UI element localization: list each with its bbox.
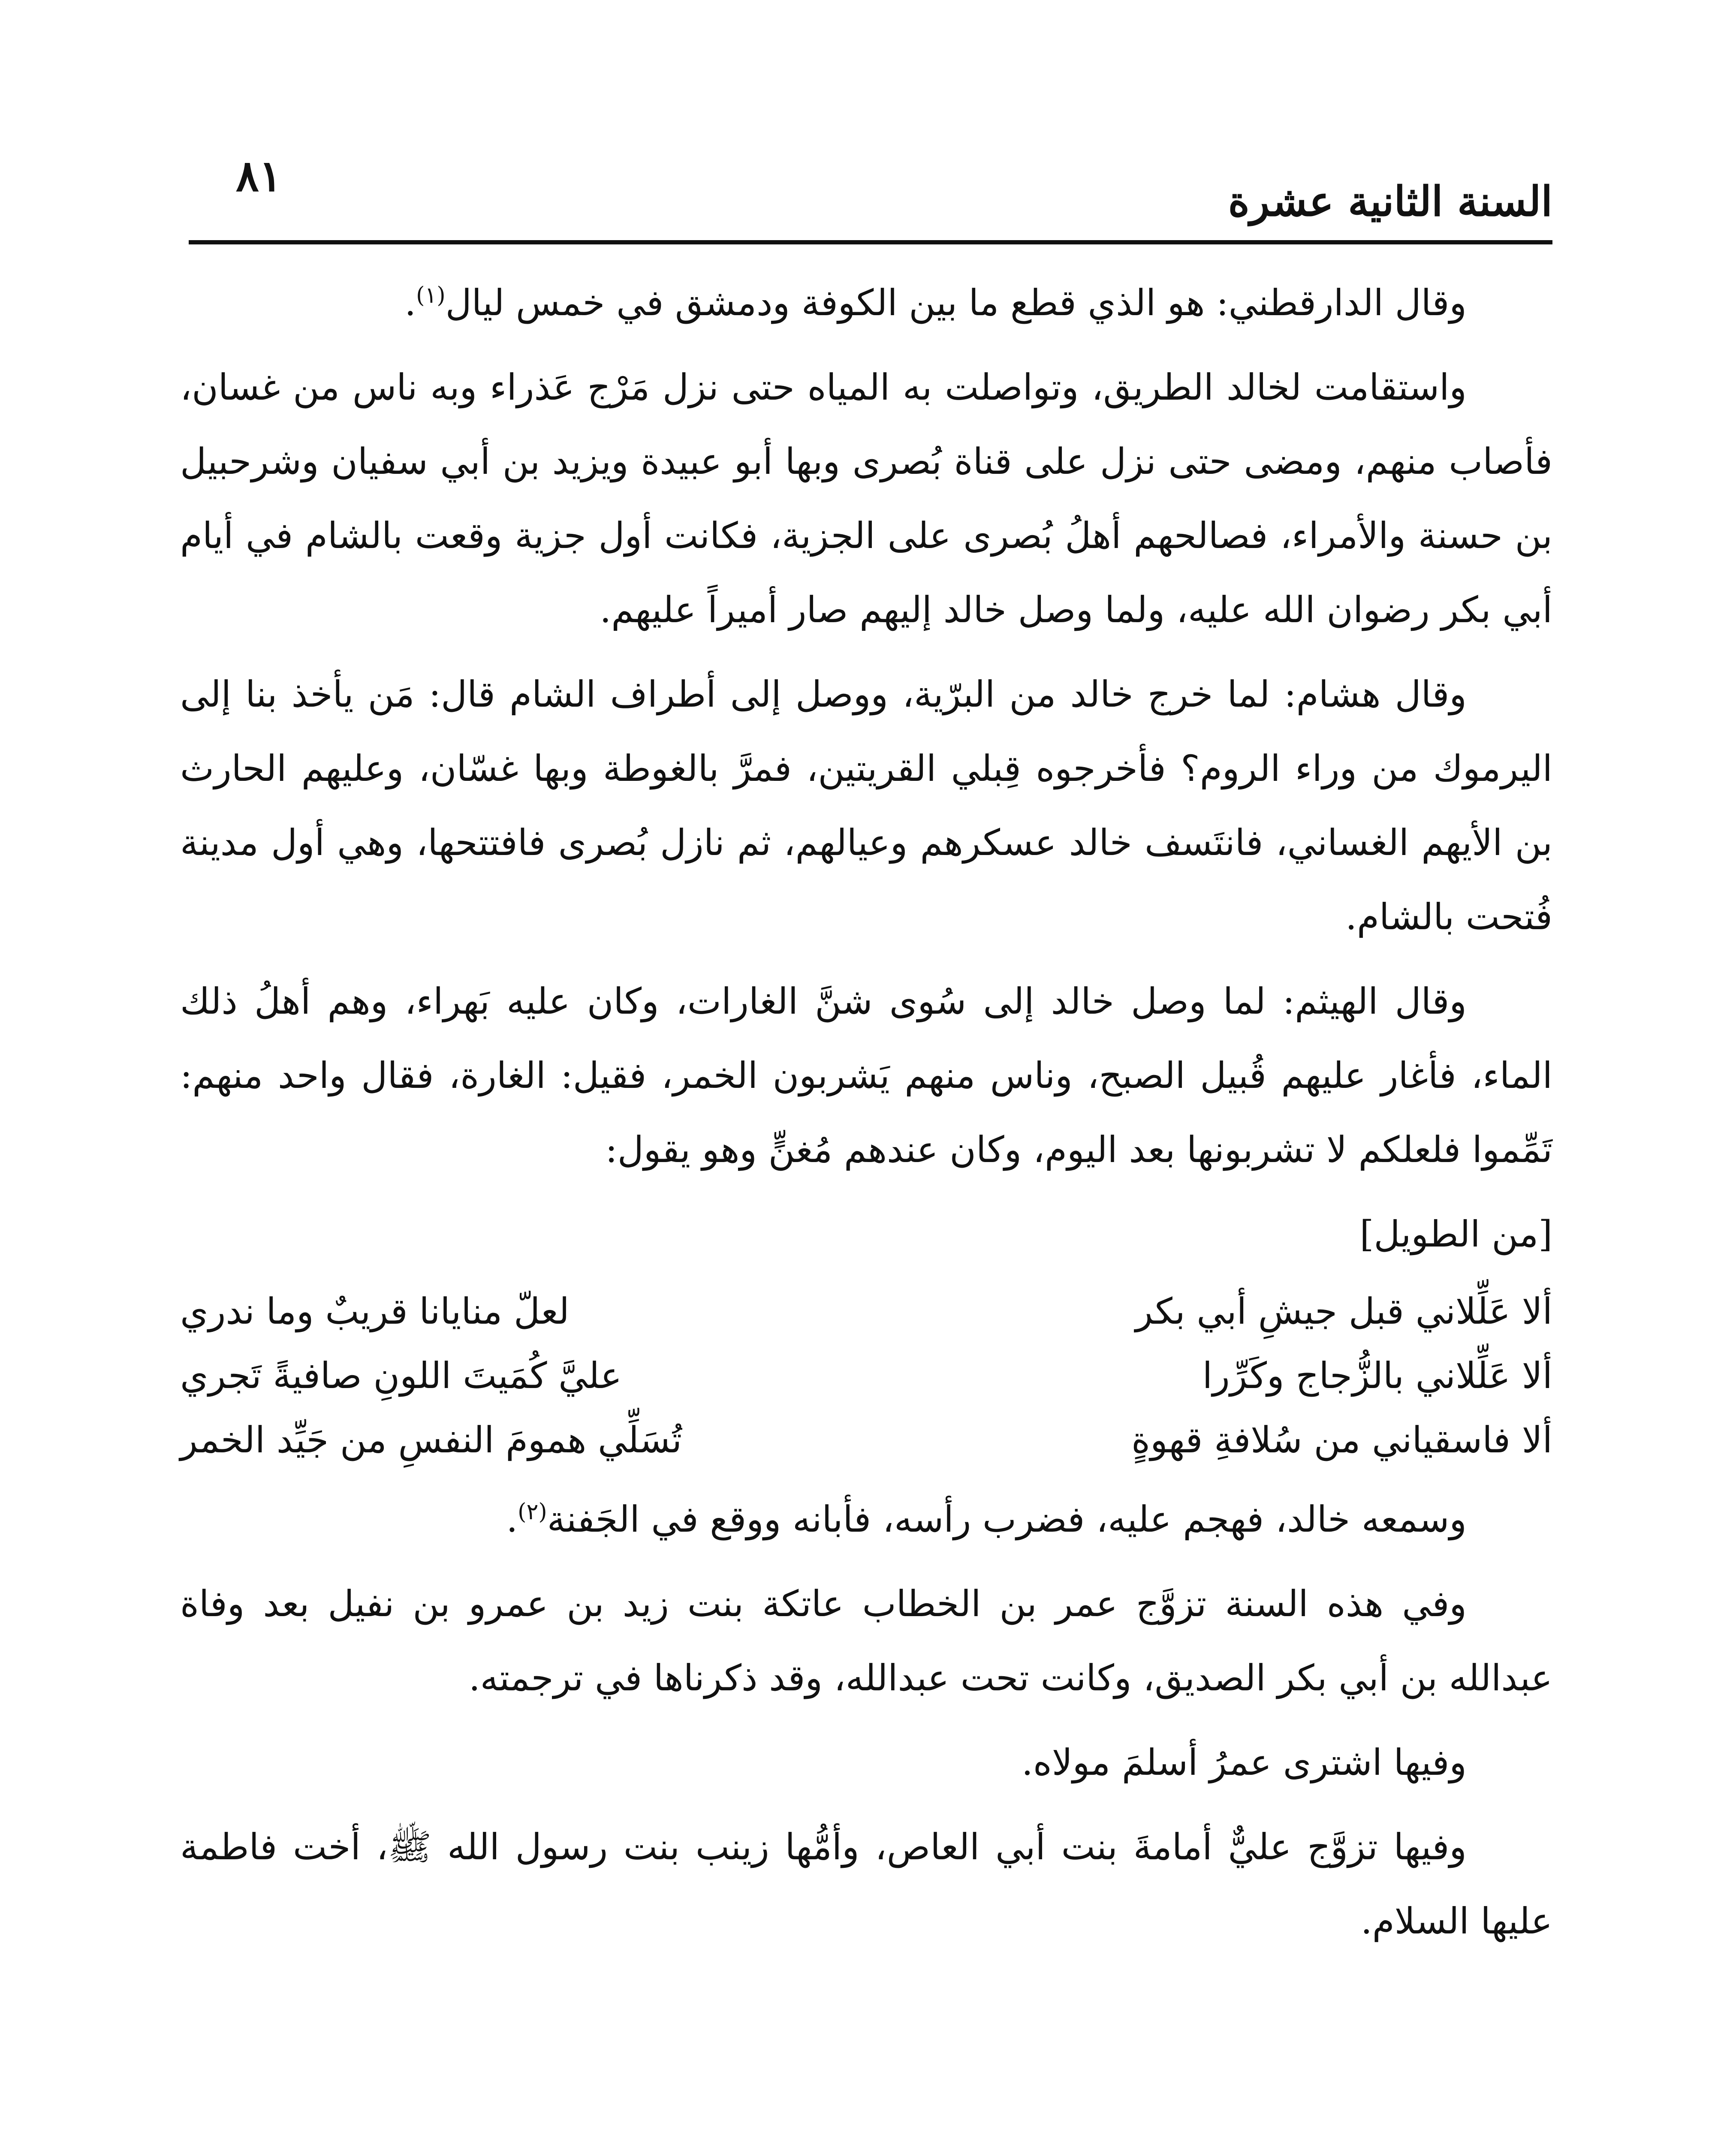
paragraph-text: وسمعه خالد، فهجم عليه، فضرب رأسه، فأبانه ووقع في الجَفنة bbox=[547, 1498, 1467, 1540]
paragraph-khalid-strikes bbox=[180, 1482, 1552, 1557]
header-rule bbox=[189, 240, 1552, 244]
verse-first-hemistich: ألا عَلِّلاني بالزُّجاج وكَرِّرا bbox=[1202, 1355, 1552, 1397]
paragraph-text: وقال الدارقطني: هو الذي قطع ما بين الكوفة ودمشق في خمس ليال bbox=[445, 282, 1467, 324]
verse-line bbox=[180, 1408, 1552, 1472]
paragraph-end: . bbox=[404, 282, 416, 324]
paragraph-haytham: وقال الهيثم: لما وصل خالد إلى سُوى شنَّ الغارات، وكان عليه بَهراء، وهم أهلُ ذلك الماء، فأغار عليهم قُبيل الصبح، وناس منهم يَشربون الخمر، فقيل: الغارة، فقال واحد منهم: تَمِّموا فلعلكم لا تشربونها بعد اليوم، وكان عندهم مُغنٍّ وهو يقول: bbox=[180, 980, 1552, 1171]
paragraph-khalid-road: واستقامت لخالد الطريق، وتواصلت به المياه حتى نزل مَرْج عَذراء وبه ناس من غسان، فأصاب منهم، ومضى حتى نزل على قناة بُصرى وبها أبو عبيدة ويزيد بن أبي سفيان وشرحبيل بن حسنة والأمراء، فصالحهم أهلُ بُصرى على الجزية، فكانت أول جزية وقعت بالشام في أيام أبي بكر رضوان الله عليه، ولما وصل خالد إليهم صار أميراً عليهم. bbox=[180, 366, 1553, 631]
verse-second-hemistich: تُسَلِّي همومَ النفسِ من جَيِّد الخمر bbox=[180, 1419, 682, 1461]
footnote-ref-1: (١) bbox=[416, 283, 446, 308]
poetry-meter-label: [من الطويل] bbox=[1359, 1213, 1552, 1255]
paragraph-hisham: وقال هشام: لما خرج خالد من البرّية، ووصل إلى أطراف الشام قال: مَن يأخذ بنا إلى اليرموك من وراء الروم؟ فأخرجوه قِبلي القريتين، فمرَّ بالغوطة وبها غسّان، وعليهم الحارث بن الأيهم الغساني، فانتَسف خالد عسكرهم وعيالهم، ثم نازل بُصرى فافتتحها، وهي أول مدينة فُتحت بالشام. bbox=[180, 673, 1552, 938]
verse-second-hemistich: لعلّ منايانا قريبٌ وما ندري bbox=[180, 1290, 570, 1332]
footnote-ref-2: (٢) bbox=[518, 1499, 547, 1525]
verse-line bbox=[180, 1343, 1552, 1408]
paragraph-daraqutni bbox=[180, 266, 1552, 340]
running-title: السنة الثانية عشرة bbox=[1228, 177, 1552, 226]
verse-second-hemistich: عليَّ كُمَيتَ اللونِ صافيةً تَجري bbox=[180, 1355, 622, 1397]
main-text bbox=[180, 266, 1552, 1969]
verse-line bbox=[180, 1279, 1552, 1343]
poem bbox=[180, 1279, 1552, 1472]
paragraph-ali-marriage: وفيها تزوَّج عليٌّ أمامةَ بنت أبي العاص، وأمُّها زينب بنت رسول الله ﷺ، أخت فاطمة عليها السلام. bbox=[180, 1826, 1552, 1942]
paragraph-end: . bbox=[506, 1498, 518, 1540]
page-number: ٨١ bbox=[236, 151, 282, 201]
verse-first-hemistich: ألا عَلِّلاني قبل جيشِ أبي بكر bbox=[1135, 1290, 1552, 1332]
verse-first-hemistich: ألا فاسقياني من سُلافةِ قهوةٍ bbox=[1131, 1419, 1552, 1461]
paragraph-umar-marriage: وفي هذه السنة تزوَّج عمر بن الخطاب عاتكة بنت زيد بن عمرو بن نفيل بعد وفاة عبدالله بن أبي بكر الصديق، وكانت تحت عبدالله، وقد ذكرناها في ترجمته. bbox=[180, 1583, 1552, 1699]
page-header bbox=[189, 146, 1552, 253]
paragraph-aslam: وفيها اشترى عمرُ أسلمَ مولاه. bbox=[1022, 1741, 1467, 1783]
